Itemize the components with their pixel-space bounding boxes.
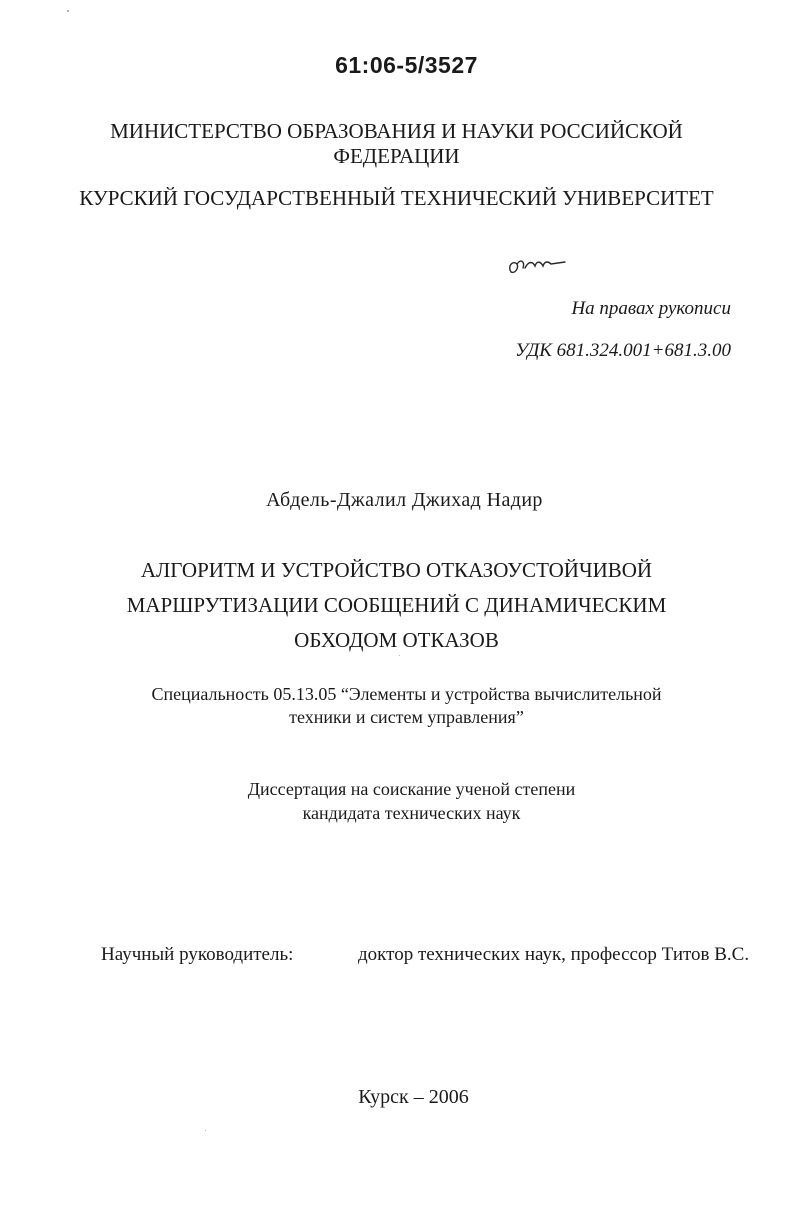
title-line-3: ОБХОДОМ ОТКАЗОВ	[294, 628, 499, 652]
handwritten-signature	[503, 248, 573, 282]
degree-line-2: кандидата технических наук	[302, 803, 521, 823]
specialty-line-2: техники и систем управления”	[289, 707, 524, 727]
title-line-1: АЛГОРИТМ И УСТРОЙСТВО ОТКАЗОУСТОЙЧИВОЙ	[140, 558, 653, 582]
ministry-name	[0, 119, 793, 169]
place-and-year: Курск – 2006	[358, 1086, 469, 1108]
supervisor-label: Научный руководитель:	[101, 944, 294, 965]
scan-speck	[205, 1130, 206, 1131]
author-name: Абдель-Джалил Джихад Надир	[266, 489, 543, 511]
ministry-line-2: ФЕДЕРАЦИИ	[333, 144, 460, 168]
specialty-line-1: Специальность 05.13.05 “Элементы и устройства вычислительной	[151, 684, 662, 704]
dissertation-title	[0, 553, 793, 658]
university-name: КУРСКИЙ ГОСУДАРСТВЕННЫЙ ТЕХНИЧЕСКИЙ УНИВЕРСИТЕТ	[79, 186, 714, 210]
supervisor-name: доктор технических наук, профессор Титов В.С.	[358, 944, 750, 965]
degree-line-1: Диссертация на соискание ученой степени	[247, 779, 576, 799]
scan-speck	[399, 655, 400, 656]
udk-code: УДК 681.324.001+681.3.00	[515, 340, 731, 361]
specialty	[0, 683, 793, 729]
title-line-2: МАРШРУТИЗАЦИИ СООБЩЕНИЙ С ДИНАМИЧЕСКИМ	[126, 593, 667, 617]
scan-speck	[67, 10, 69, 12]
ministry-line-1: МИНИСТЕРСТВО ОБРАЗОВАНИЯ И НАУКИ РОССИЙСКОЙ	[110, 119, 683, 143]
registration-number: 61:06-5/3527	[335, 52, 478, 78]
degree-statement	[0, 777, 793, 825]
manuscript-rights-note: На правах рукописи	[571, 298, 731, 319]
